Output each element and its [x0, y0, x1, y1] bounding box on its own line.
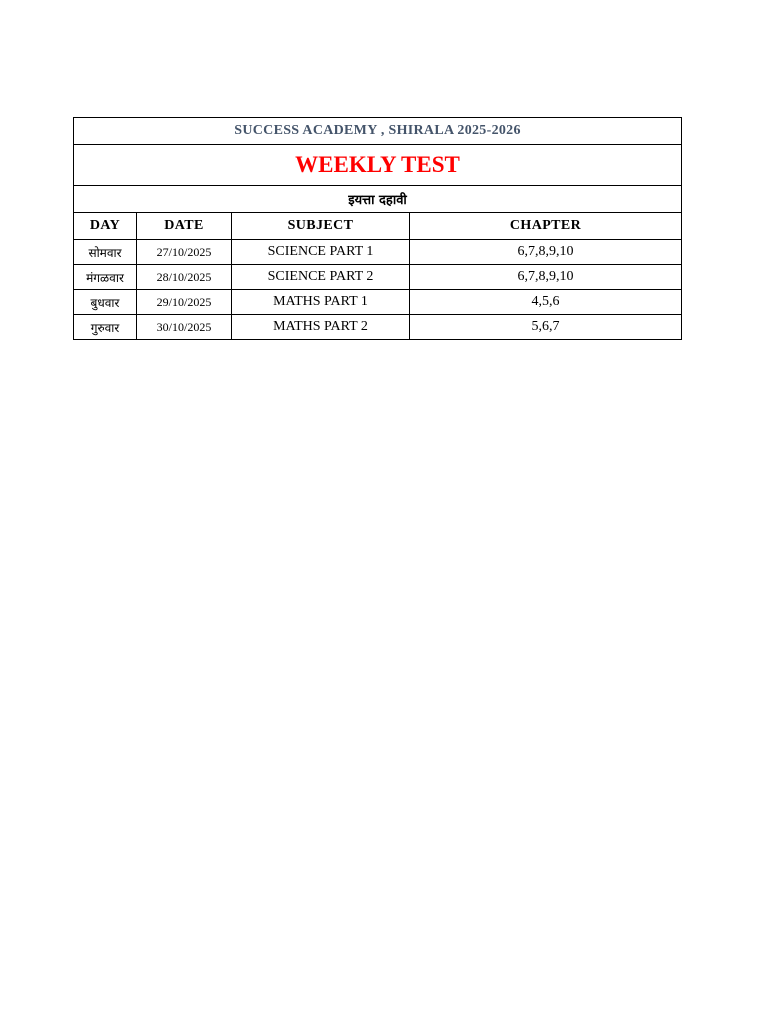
day-cell: गुरुवार — [74, 315, 137, 340]
day-cell: बुधवार — [74, 290, 137, 315]
class-row — [74, 186, 682, 213]
weekly-test-table — [73, 117, 682, 340]
subject-cell: MATHS PART 1 — [232, 290, 410, 315]
chapter-cell: 6,7,8,9,10 — [410, 265, 682, 290]
chapter-cell: 4,5,6 — [410, 290, 682, 315]
chapter-cell: 5,6,7 — [410, 315, 682, 340]
column-header-chapter: CHAPTER — [410, 213, 682, 240]
page-title: WEEKLY TEST — [74, 145, 682, 186]
column-header-row — [74, 213, 682, 240]
date-cell: 28/10/2025 — [137, 265, 232, 290]
table-row — [74, 265, 682, 290]
academy-row — [74, 118, 682, 145]
subject-cell: MATHS PART 2 — [232, 315, 410, 340]
column-header-subject: SUBJECT — [232, 213, 410, 240]
subject-cell: SCIENCE PART 1 — [232, 240, 410, 265]
class-name: इयत्ता दहावी — [74, 186, 682, 213]
subject-cell: SCIENCE PART 2 — [232, 265, 410, 290]
day-cell: सोमवार — [74, 240, 137, 265]
academy-name: SUCCESS ACADEMY , SHIRALA 2025-2026 — [74, 118, 682, 145]
column-header-day: DAY — [74, 213, 137, 240]
date-cell: 27/10/2025 — [137, 240, 232, 265]
day-cell: मंगळवार — [74, 265, 137, 290]
table-row — [74, 290, 682, 315]
table-row — [74, 315, 682, 340]
column-header-date: DATE — [137, 213, 232, 240]
chapter-cell: 6,7,8,9,10 — [410, 240, 682, 265]
title-row — [74, 145, 682, 186]
date-cell: 29/10/2025 — [137, 290, 232, 315]
table-row — [74, 240, 682, 265]
date-cell: 30/10/2025 — [137, 315, 232, 340]
